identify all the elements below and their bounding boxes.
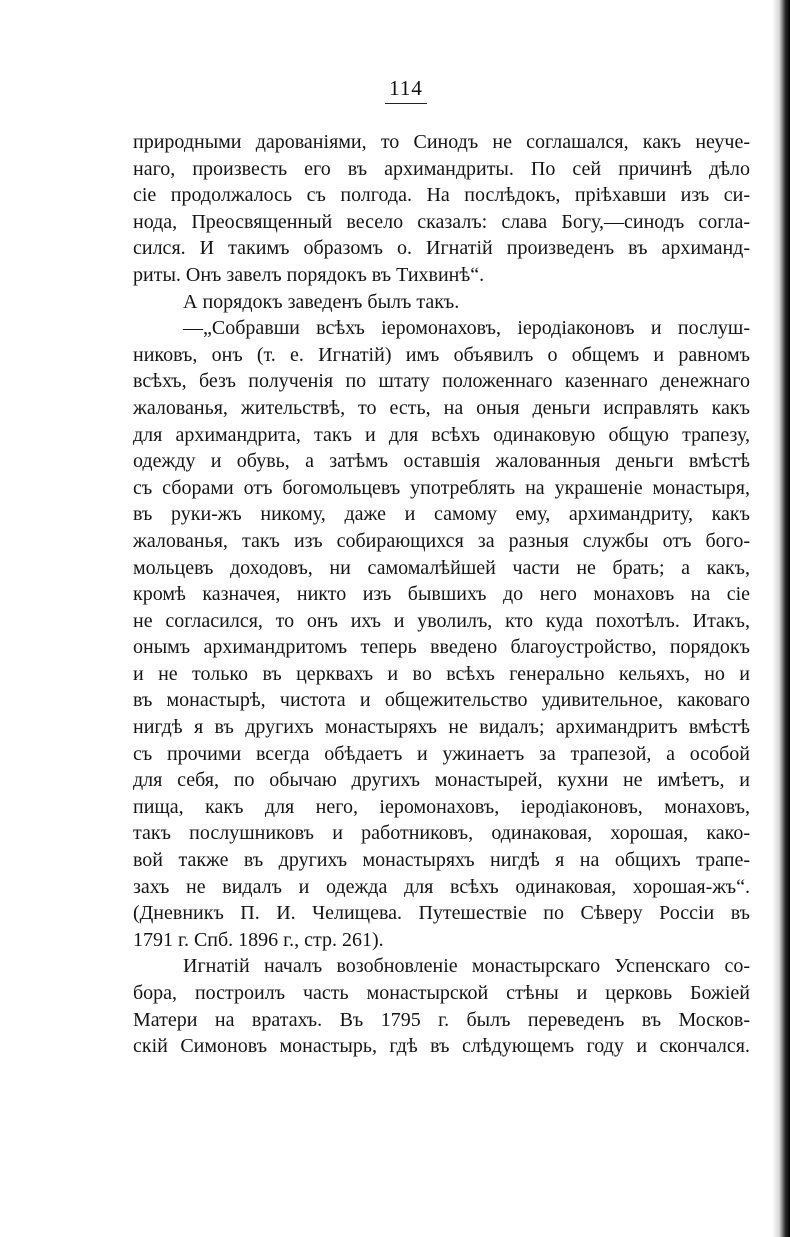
text-line: сіе продолжалось съ полгода. На послѣдокъ, пріѣхавши изъ си- (133, 184, 750, 207)
text-line: сился. И такимъ образомъ о. Игнатій произведенъ въ архиманд- (133, 237, 750, 260)
text-line: въ руки-жъ никому, даже и самому ему, архимандриту, какъ (133, 503, 750, 526)
page-number-text: 114 (385, 76, 427, 104)
text-line: въ монастырѣ, чистота и общежительство удивительное, каковаго (133, 689, 750, 712)
text-line: и не только въ церквахъ и во всѣхъ генерально кельяхъ, но и (133, 662, 750, 685)
text-line: скій Симоновъ монастырь, гдѣ въ слѣдующемъ году и скончался. (133, 1035, 750, 1058)
text-line: риты. Онъ завелъ порядокъ въ Тихвинѣ“. (133, 263, 485, 286)
text-line: А порядокъ заведенъ былъ такъ. (183, 290, 460, 313)
text-line: пища, какъ для него, іеромонаховъ, іеродіаконовъ, монаховъ, (133, 795, 750, 818)
text-line: съ сборами отъ богомольцевъ употреблять на украшеніе монастыря, (133, 476, 750, 499)
text-line: онымъ архимандритомъ теперь введено благоустройство, порядокъ (133, 636, 750, 659)
text-line: кромѣ казначея, никто изъ бывшихъ до него монаховъ на сіе (133, 583, 750, 606)
text-line: захъ не видалъ и одежда для всѣхъ одинаковая, хорошая-жъ“. (133, 875, 750, 898)
text-line: для себя, по обычаю другихъ монастырей, кухни не имѣетъ, и (133, 769, 750, 792)
body-text (133, 129, 750, 1060)
text-line: 1791 г. Спб. 1896 г., стр. 261). (133, 928, 384, 951)
text-line: жалованья, жительствѣ, то есть, на оныя деньги исправлять какъ (133, 396, 750, 419)
text-line: съ прочими всегда обѣдаетъ и ужинаетъ за трапезой, а особой (133, 742, 750, 765)
text-line: природными дарованіями, то Синодъ не соглашался, какъ неуче- (133, 131, 750, 153)
text-line: для архимандрита, такъ и для всѣхъ одинаковую общую трапезу, (133, 423, 750, 446)
page-edge-shadow (772, 0, 790, 1237)
text-line: не согласился, то онъ ихъ и уволилъ, кто куда похотѣлъ. Итакъ, (133, 609, 750, 632)
text-line: наго, произвесть его въ архимандриты. По сей причинѣ дѣло (133, 157, 750, 180)
text-line: такъ послушниковъ и работниковъ, одинаковая, хорошая, како- (133, 822, 750, 845)
text-line: (Дневникъ П. И. Челищева. Путешествіе по Сѣверу Россіи въ (133, 902, 750, 925)
text-line: нода, Преосвященный весело сказалъ: слава Богу,—синодъ согла- (133, 210, 750, 233)
page-number (0, 76, 790, 104)
text-line: жалованья, такъ изъ собирающихся за разныя службы отъ бого- (133, 529, 750, 552)
text-line: Игнатій началъ возобновленіе монастырскаго Успенскаго со- (183, 955, 750, 978)
text-line: —„Собравши всѣхъ іеромонаховъ, іеродіаконовъ и послуш- (183, 317, 750, 340)
text-line: всѣхъ, безъ полученія по штату положеннаго казеннаго денежнаго (133, 370, 750, 393)
text-line: никовъ, онъ (т. е. Игнатій) имъ объявилъ о общемъ и равномъ (133, 343, 750, 366)
text-line: бора, построилъ часть монастырской стѣны и церковь Божіей (133, 982, 750, 1004)
text-line: нигдѣ я въ другихъ монастыряхъ не видалъ; архимандритъ вмѣстѣ (133, 716, 750, 739)
text-line: вой также въ другихъ монастыряхъ нигдѣ я на общихъ трапе- (133, 849, 750, 872)
text-line: Матери на вратахъ. Въ 1795 г. былъ переведенъ въ Москов- (133, 1008, 750, 1031)
text-line: мольцевъ доходовъ, ни самомалѣйшей части не брать; а какъ, (133, 556, 750, 579)
text-line: одежду и обувь, а затѣмъ оставшія жалованныя деньги вмѣстѣ (133, 450, 750, 473)
